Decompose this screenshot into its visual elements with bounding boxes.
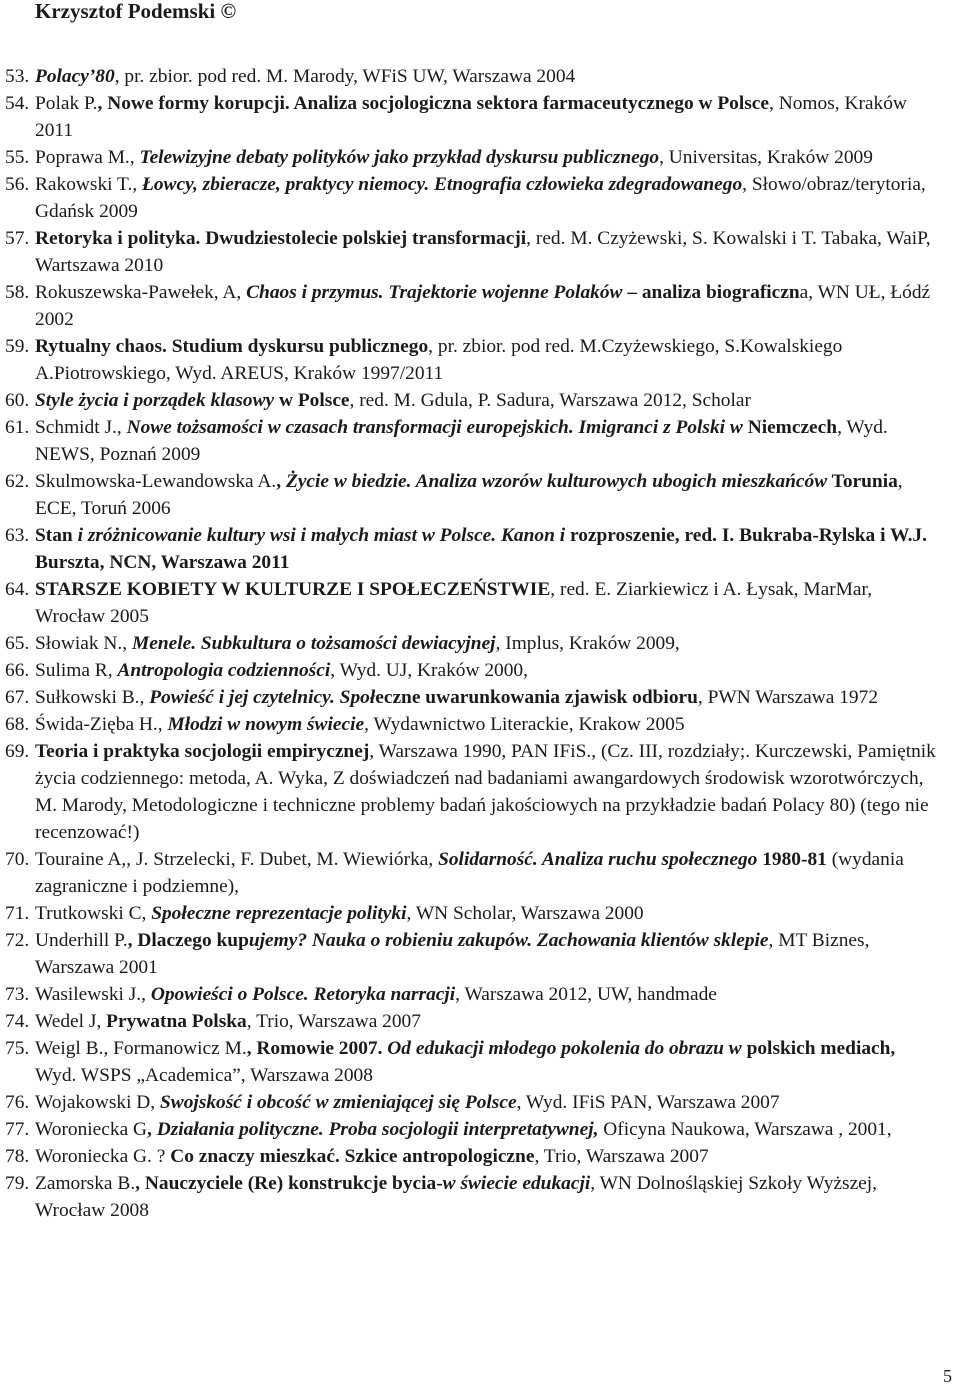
entry-text: 1980-81 bbox=[757, 849, 827, 870]
bibliography-entry bbox=[0, 225, 940, 279]
entry-text: , Wyd. IFiS PAN, Warszawa 2007 bbox=[516, 1092, 780, 1113]
entry-number: 56. bbox=[5, 174, 30, 195]
entry-text: , Implus, Kraków 2009, bbox=[495, 633, 680, 654]
entry-number: 74. bbox=[5, 1011, 30, 1032]
entry-text: – analiza biograficzn bbox=[622, 282, 800, 303]
entry-text: Od edukacji młodego pokolenia do obrazu w bbox=[387, 1038, 742, 1059]
bibliography-entry bbox=[0, 279, 940, 333]
entry-text: , Warszawa 1990, PAN IFiS., (Cz. III, rozdziały;. Kurczewski, Pamiętnik życia codziennego: metoda, A. Wyka, Z doświadczeń nad badaniami awangardowych środowisk wzorotwórczych, M. Marody, Metodologiczne i techniczne problemy badań jakościowych na przykładzie badań Polacy 80) (tego nie recenzować!) bbox=[35, 741, 936, 843]
entry-text: Menele. Subkultura o tożsamości dewiacyjnej bbox=[131, 633, 496, 654]
entry-text: w Polsce bbox=[274, 390, 350, 411]
entry-text: Style życia i porządek klasowy bbox=[35, 390, 275, 411]
entry-text: a, WN UŁ, Łódź 2002 bbox=[35, 282, 931, 330]
entry-number: 78. bbox=[5, 1146, 30, 1167]
bibliography-entry bbox=[0, 927, 940, 981]
entry-text: ujemy? Nauka o robieniu zakupów. Zachowania klientów sklepie bbox=[248, 930, 769, 951]
entry-text: Sulima R, bbox=[35, 660, 118, 681]
entry-number: 54. bbox=[5, 93, 30, 114]
entry-number: 65. bbox=[5, 633, 30, 654]
entry-text: , PWN Warszawa 1972 bbox=[697, 687, 879, 708]
entry-number: 58. bbox=[5, 282, 30, 303]
entry-number: 63. bbox=[5, 525, 30, 546]
entry-text: , WN Dolnośląskiej Szkoły Wyższej, Wrocław 2008 bbox=[35, 1173, 878, 1221]
bibliography-entry bbox=[0, 657, 940, 684]
entry-text: Weigl B., Formanowicz M. bbox=[35, 1038, 247, 1059]
entry-text: Chaos i przymus. Trajektorie wojenne Polaków bbox=[246, 282, 623, 303]
bibliography-entry bbox=[0, 711, 940, 738]
entry-text: , WN Scholar, Warszawa 2000 bbox=[406, 903, 644, 924]
entry-text: , red. M. Czyżewski, S. Kowalski i T. Tabaka, WaiP, Wartszawa 2010 bbox=[35, 228, 931, 276]
entry-number: 59. bbox=[5, 336, 30, 357]
entry-text: , bbox=[141, 984, 151, 1005]
entry-text: Co znaczy mieszkać. Szkice antropologiczne bbox=[170, 1146, 535, 1167]
bibliography-entry bbox=[0, 522, 940, 576]
entry-text: , bbox=[129, 147, 140, 168]
page-number: 5 bbox=[943, 1366, 952, 1386]
bibliography-entry bbox=[0, 468, 940, 522]
entry-text: Oficyna Naukowa, Warszawa , 2001, bbox=[598, 1119, 892, 1140]
entry-text: Młodzi w nowym świecie bbox=[167, 714, 365, 735]
entry-text: Trutkowski C, bbox=[35, 903, 152, 924]
entry-number: 73. bbox=[5, 984, 30, 1005]
entry-text: , Nomos, Kraków 2011 bbox=[35, 93, 907, 141]
entry-text: Touraine A,, J. Strzelecki, F. Dubet, M. Wiewiórka, bbox=[35, 849, 439, 870]
entry-text: (wydania zagraniczne i podziemne), bbox=[35, 849, 904, 897]
entry-text: , red. E. Ziarkiewicz i A. Łysak, MarMar, Wrocław 2005 bbox=[35, 579, 873, 627]
bibliography-entry bbox=[0, 900, 940, 927]
page-header-author: Krzysztof Podemski © bbox=[35, 0, 237, 23]
entry-text: , bbox=[157, 714, 168, 735]
bibliography-entry bbox=[0, 981, 940, 1008]
entry-number: 53. bbox=[5, 66, 30, 87]
entry-text: , Trio, Warszawa 2007 bbox=[246, 1011, 421, 1032]
entry-text: , bbox=[122, 633, 132, 654]
entry-text: Działania polityczne. Proba socjologii interpretatywnej, bbox=[156, 1119, 599, 1140]
entry-text: Stan bbox=[35, 525, 78, 546]
bibliography-entry bbox=[0, 144, 940, 171]
entry-text: , Trio, Warszawa 2007 bbox=[534, 1146, 709, 1167]
entry-text: , Universitas, Kraków 2009 bbox=[659, 147, 873, 168]
entry-text: Polak P. bbox=[35, 93, 98, 114]
entry-text: Rakowski T. bbox=[35, 174, 133, 195]
bibliography-entry bbox=[0, 630, 940, 657]
entry-text: Woroniecka G. ? bbox=[35, 1146, 171, 1167]
bibliography-entry bbox=[0, 171, 940, 225]
entry-text: Swojskość i obcość w zmieniającej się Polsce bbox=[160, 1092, 517, 1113]
entry-text: Solidarność. Analiza ruchu społecznego bbox=[438, 849, 758, 870]
entry-number: 70. bbox=[5, 849, 30, 870]
entry-text: Underhill P. bbox=[35, 930, 128, 951]
entry-number: 66. bbox=[5, 660, 30, 681]
entry-text: Sułkowski B. bbox=[35, 687, 140, 708]
bibliography-entry bbox=[0, 1008, 940, 1035]
entry-text: Słowiak N. bbox=[35, 633, 123, 654]
entry-number: 75. bbox=[5, 1038, 30, 1059]
entry-text: polskich mediach, bbox=[741, 1038, 896, 1059]
bibliography-entry bbox=[0, 1143, 940, 1170]
entry-text: , Warszawa 2012, UW, handmade bbox=[455, 984, 717, 1005]
entry-number: 72. bbox=[5, 930, 30, 951]
entry-number: 67. bbox=[5, 687, 30, 708]
entry-text: , bbox=[139, 687, 150, 708]
bibliography-entry bbox=[0, 90, 940, 144]
entry-number: 55. bbox=[5, 147, 30, 168]
bibliography-entry bbox=[0, 63, 940, 90]
entry-text: , ECE, Toruń 2006 bbox=[35, 471, 903, 519]
bibliography-entry bbox=[0, 387, 940, 414]
entry-text: Niemczech bbox=[747, 417, 838, 438]
bibliography-entry bbox=[0, 576, 940, 630]
bibliography-entry bbox=[0, 1170, 940, 1224]
entry-text: Wyd. WSPS „Academica”, Warszawa 2008 bbox=[35, 1065, 373, 1086]
entry-text: Opowieści o Polsce. Retoryka narracji bbox=[150, 984, 456, 1005]
entry-text: , Nauczyciele (Re) konstrukcje bycia- bbox=[135, 1173, 443, 1194]
entry-text: , Romowie 2007. bbox=[246, 1038, 388, 1059]
entry-text: , bbox=[132, 174, 143, 195]
bibliography-entry bbox=[0, 1089, 940, 1116]
entry-text: rozproszenie, red. I. Bukraba-Rylska i W.J. Burszta, NCN, Warszawa 2011 bbox=[35, 525, 927, 573]
entry-text: , pr. zbior. pod red. M. Marody, WFiS UW, Warszawa 2004 bbox=[114, 66, 576, 87]
bibliography-entry bbox=[0, 738, 940, 846]
bibliography-entry bbox=[0, 684, 940, 711]
bibliography-entry bbox=[0, 414, 940, 468]
entry-number: 62. bbox=[5, 471, 30, 492]
bibliography-entry bbox=[0, 846, 940, 900]
entry-text: Prywatna Polska bbox=[106, 1011, 247, 1032]
entry-number: 68. bbox=[5, 714, 30, 735]
entry-number: 69. bbox=[5, 741, 30, 762]
entry-text: , red. M. Gdula, P. Sadura, Warszawa 2012, Scholar bbox=[349, 390, 751, 411]
entry-number: 76. bbox=[5, 1092, 30, 1113]
entry-text: , Wydawnictwo Literackie, Krakow 2005 bbox=[364, 714, 685, 735]
entry-number: 64. bbox=[5, 579, 30, 600]
entry-text: Rytualny chaos. Studium dyskursu publicznego bbox=[35, 336, 429, 357]
entry-text: Świda-Zięba H. bbox=[35, 714, 158, 735]
entry-number: 77. bbox=[5, 1119, 30, 1140]
entry-text: , bbox=[116, 417, 127, 438]
entry-text: Łowcy, zbieracze, praktycy niemocy. Etnografia człowieka zdegradowanego bbox=[142, 174, 743, 195]
entry-text: , Dlaczego kup bbox=[127, 930, 249, 951]
entry-text: Torunia bbox=[827, 471, 898, 492]
entry-number: 71. bbox=[5, 903, 30, 924]
entry-text: Wasilewski J. bbox=[35, 984, 142, 1005]
entry-text: Zamorska B. bbox=[35, 1173, 136, 1194]
entry-number: 57. bbox=[5, 228, 30, 249]
entry-text: Życie w biedzie. Analiza wzorów kulturowych ubogich mieszkańców bbox=[285, 471, 828, 492]
entry-number: 79. bbox=[5, 1173, 30, 1194]
entry-text: Skulmowska-Lewandowska A. bbox=[35, 471, 277, 492]
entry-text: Społeczne reprezentacje polityki bbox=[151, 903, 407, 924]
entry-number: 61. bbox=[5, 417, 30, 438]
bibliography-entry bbox=[0, 1035, 940, 1089]
entry-text: , Wyd. NEWS, Poznań 2009 bbox=[35, 417, 888, 465]
entry-text: w świecie edukacji bbox=[442, 1173, 591, 1194]
entry-number: 60. bbox=[5, 390, 30, 411]
entry-text: Telewizyjne debaty polityków jako przykład dyskursu publicznego bbox=[139, 147, 660, 168]
entry-text: , Słowo/obraz/terytoria, Gdańsk 2009 bbox=[35, 174, 926, 222]
entry-text: Wojakowski D, bbox=[35, 1092, 161, 1113]
entry-text: i zróżnicowanie kultury wsi i małych miast w Polsce. Kanon i bbox=[77, 525, 566, 546]
entry-text: Antropologia codzienności bbox=[117, 660, 331, 681]
entry-text: , Wyd. UJ, Kraków 2000, bbox=[330, 660, 528, 681]
entry-text: Wedel J, bbox=[35, 1011, 107, 1032]
entry-text: Schmidt J. bbox=[35, 417, 117, 438]
bibliography-entry bbox=[0, 1116, 940, 1143]
entry-text: Powieść i jej czytelnicy. Społ bbox=[149, 687, 376, 708]
entry-text: Nowe tożsamości w czasach transformacji europejskich. Imigranci z Polski w bbox=[126, 417, 748, 438]
entry-text: Woroniecka G bbox=[35, 1119, 148, 1140]
bibliography-entry bbox=[0, 333, 940, 387]
entry-text: Rokuszewska-Pawełek, A, bbox=[35, 282, 247, 303]
entry-text: , pr. zbior. pod red. M.Czyżewskiego, S.Kowalskiego A.Piotrowskiego, Wyd. AREUS, Kraków 1997/2011 bbox=[35, 336, 843, 384]
entry-text: eczne uwarunkowania zjawisk odbioru bbox=[375, 687, 698, 708]
entry-text: , Nowe formy korupcji. Analiza socjologiczna sektora farmaceutycznego w Polsce bbox=[97, 93, 770, 114]
entry-text: Poprawa M. bbox=[35, 147, 130, 168]
entry-text: Polacy’80 bbox=[35, 66, 115, 87]
entry-text: , MT Biznes, Warszawa 2001 bbox=[35, 930, 870, 978]
entry-text: , bbox=[276, 471, 286, 492]
entry-text: Teoria i praktyka socjologii empirycznej bbox=[35, 741, 370, 762]
entry-text: Retoryka i polityka. Dwudziestolecie polskiej transformacji bbox=[35, 228, 527, 249]
bibliography-list bbox=[0, 63, 940, 1224]
entry-text: , bbox=[147, 1119, 157, 1140]
entry-text: STARSZE KOBIETY W KULTURZE I SPOŁECZEŃSTWIE bbox=[35, 579, 551, 600]
